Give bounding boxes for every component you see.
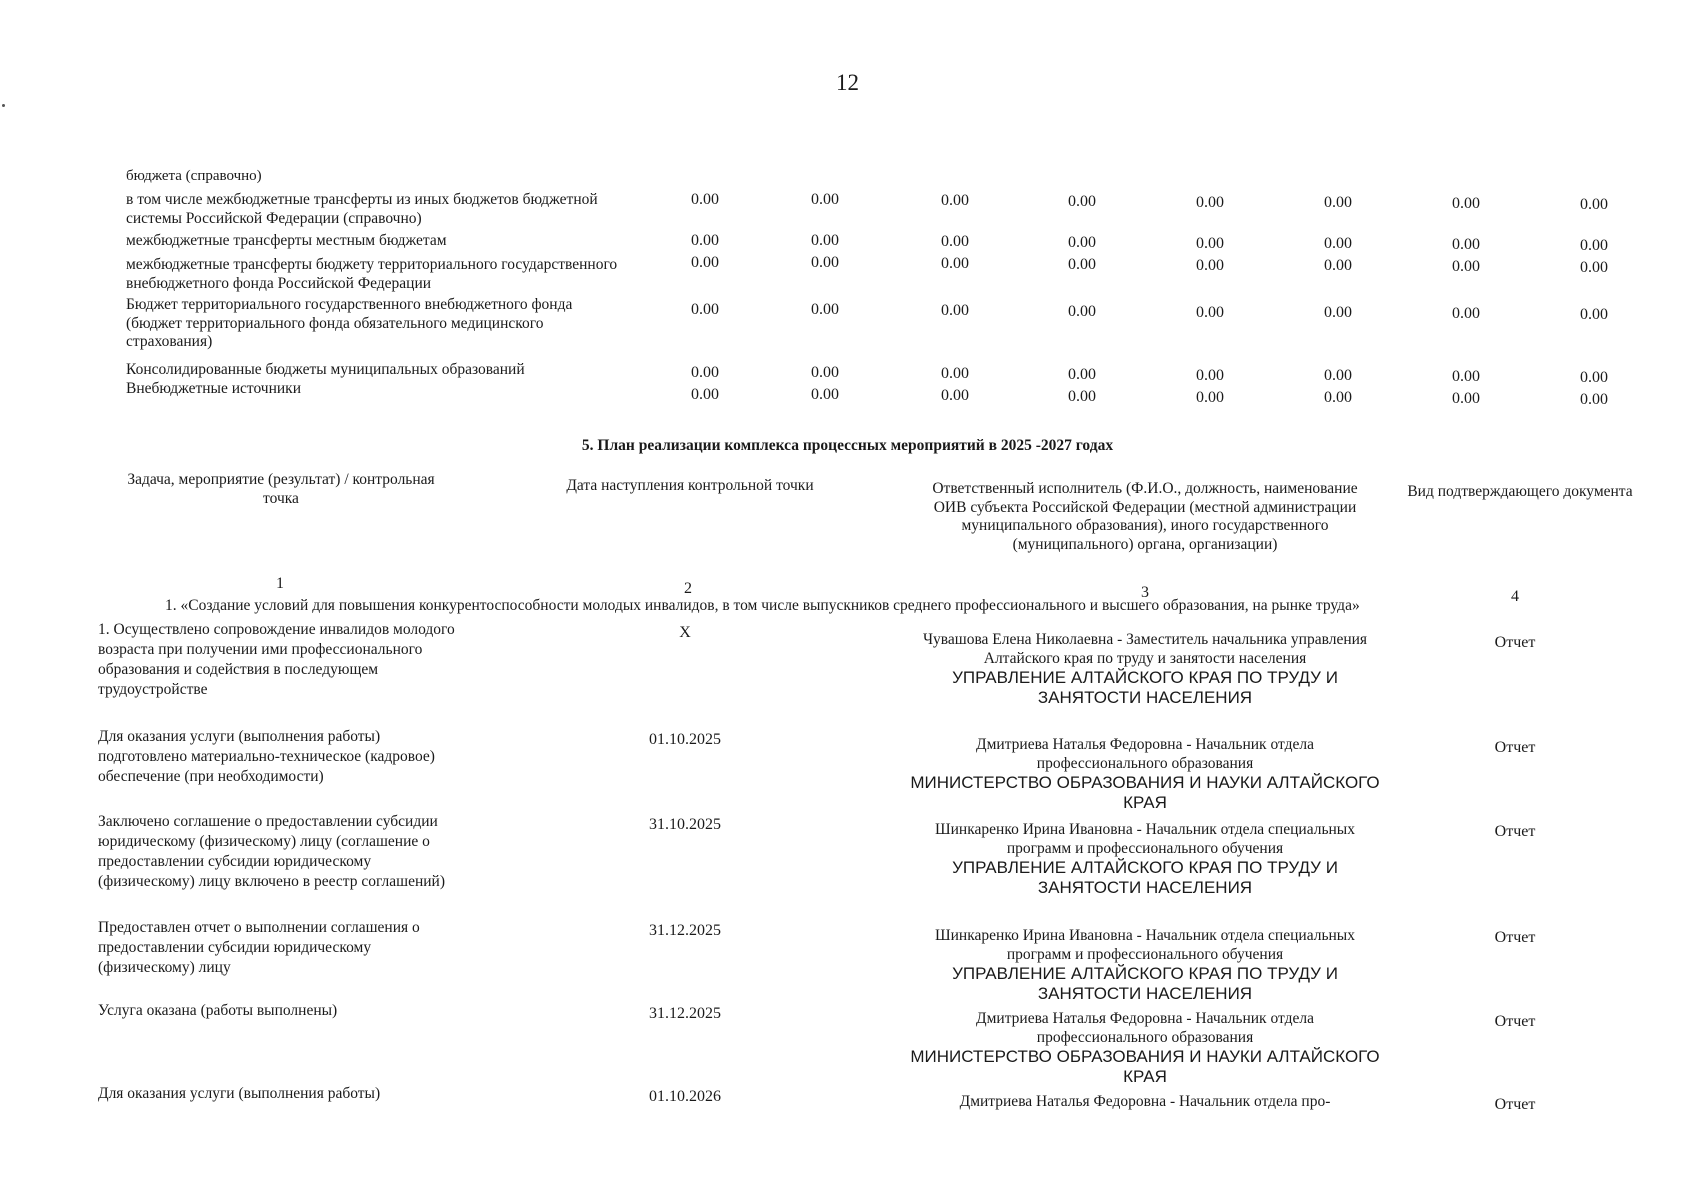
funding-value-cell: 0.00 <box>941 387 969 404</box>
funding-value-cell: 0.00 <box>691 254 719 271</box>
funding-value-cell: 0.00 <box>941 365 969 382</box>
responsible-person: Дмитриева Наталья Федоровна - Начальник отдела профессионального образования <box>976 736 1314 772</box>
plan-responsible-cell <box>910 926 1380 1003</box>
funding-value-cell: 0.00 <box>811 254 839 271</box>
funding-value-cell: 0.00 <box>1196 235 1224 252</box>
task-title: 1. «Создание условий для повышения конкурентоспособности молодых инвалидов, в том числе выпускников среднего профессионального и высшего образования, на рынке труда» <box>165 597 1360 614</box>
responsible-person: Дмитриева Наталья Федоровна - Начальник отдела профессионального образования <box>976 1010 1314 1046</box>
funding-value-cell: 0.00 <box>811 386 839 403</box>
plan-date-cell: 31.12.2025 <box>649 1005 721 1022</box>
funding-row-label: в том числе межбюджетные трансферты из иных бюджетов бюджетной системы Российской Федерации (справочно) <box>126 191 598 227</box>
plan-task-cell: Предоставлен отчет о выполнении соглашения о предоставлении субсидии юридическому (физическому) лицу <box>98 919 420 976</box>
plan-responsible-cell <box>910 630 1380 707</box>
plan-date-cell: 31.12.2025 <box>649 922 721 939</box>
funding-value-cell: 0.00 <box>941 255 969 272</box>
plan-date-cell: X <box>679 624 691 641</box>
funding-row-label: Консолидированные бюджеты муниципальных образований <box>126 361 525 378</box>
plan-document-cell: Отчет <box>1494 1096 1536 1113</box>
plan-task-cell: Для оказания услуги (выполнения работы) <box>98 1085 381 1102</box>
funding-value-cell: 0.00 <box>941 233 969 250</box>
funding-row-continued-label: бюджета (справочно) <box>126 168 262 184</box>
funding-value-cell: 0.00 <box>1324 235 1352 252</box>
funding-value-cell: 0.00 <box>1580 391 1608 408</box>
funding-row-label: Внебюджетные источники <box>126 380 302 397</box>
funding-value-cell: 0.00 <box>1580 196 1608 213</box>
responsible-organization: УПРАВЛЕНИЕ АЛТАЙСКОГО КРАЯ ПО ТРУДУ И ЗАНЯТОСТИ НАСЕЛЕНИЯ <box>952 668 1338 707</box>
funding-value-cell: 0.00 <box>1196 257 1224 274</box>
plan-date-cell: 01.10.2026 <box>649 1088 721 1105</box>
plan-document-cell: Отчет <box>1494 823 1536 840</box>
plan-document-cell: Отчет <box>1494 929 1536 946</box>
funding-value-cell: 0.00 <box>691 386 719 403</box>
funding-value-cell: 0.00 <box>1324 389 1352 406</box>
funding-value-cell: 0.00 <box>1452 390 1480 407</box>
plan-responsible-cell <box>910 1092 1380 1111</box>
funding-row-label: межбюджетные трансферты местным бюджетам <box>126 232 447 249</box>
funding-row-label: Бюджет территориального государственного внебюджетного фонда (бюджет территориального фонда обязательного медицинского страхования) <box>126 296 573 350</box>
column-number-3: 3 <box>1141 584 1149 601</box>
funding-value-cell: 0.00 <box>691 301 719 318</box>
funding-value-cell: 0.00 <box>1196 194 1224 211</box>
plan-responsible-cell <box>910 1009 1380 1086</box>
plan-task-cell: Услуга оказана (работы выполнены) <box>98 1002 338 1019</box>
header-responsible: Ответственный исполнитель (Ф.И.О., должность, наименование ОИВ субъекта Российской Федерации (местной администрации муниципального образования), иного государственного (муниципального) органа, организации) <box>932 480 1358 553</box>
funding-value-cell: 0.00 <box>1324 304 1352 321</box>
funding-value-cell: 0.00 <box>1580 237 1608 254</box>
funding-value-cell: 0.00 <box>1580 369 1608 386</box>
funding-value-cell: 0.00 <box>1068 303 1096 320</box>
responsible-organization: УПРАВЛЕНИЕ АЛТАЙСКОГО КРАЯ ПО ТРУДУ И ЗАНЯТОСТИ НАСЕЛЕНИЯ <box>952 964 1338 1003</box>
column-number-2: 2 <box>684 580 692 597</box>
funding-value-cell: 0.00 <box>811 191 839 208</box>
funding-value-cell: 0.00 <box>811 232 839 249</box>
funding-value-cell: 0.00 <box>1324 367 1352 384</box>
funding-value-cell: 0.00 <box>941 302 969 319</box>
funding-value-cell: 0.00 <box>811 301 839 318</box>
page-number: 12 <box>836 70 859 95</box>
funding-value-cell: 0.00 <box>1196 304 1224 321</box>
funding-value-cell: 0.00 <box>691 191 719 208</box>
funding-value-cell: 0.00 <box>691 232 719 249</box>
funding-value-cell: 0.00 <box>1068 193 1096 210</box>
funding-value-cell: 0.00 <box>811 364 839 381</box>
plan-date-cell: 31.10.2025 <box>649 816 721 833</box>
column-number-4: 4 <box>1511 588 1519 605</box>
funding-value-cell: 0.00 <box>1196 389 1224 406</box>
funding-value-cell: 0.00 <box>941 192 969 209</box>
funding-value-cell: 0.00 <box>1068 234 1096 251</box>
funding-value-cell: 0.00 <box>1068 256 1096 273</box>
funding-value-cell: 0.00 <box>691 364 719 381</box>
responsible-organization: МИНИСТЕРСТВО ОБРАЗОВАНИЯ И НАУКИ АЛТАЙСКОГО КРАЯ <box>910 1047 1380 1086</box>
plan-task-cell: Для оказания услуги (выполнения работы) подготовлено материально-техническое (кадровое) обеспечение (при необходимости) <box>98 728 435 785</box>
header-task: Задача, мероприятие (результат) / контрольная точка <box>127 471 435 507</box>
plan-date-cell: 01.10.2025 <box>649 731 721 748</box>
plan-task-cell: 1. Осуществлено сопровождение инвалидов молодого возраста при получении ими профессионального образования и содействия в последующем трудоустройстве <box>98 621 455 698</box>
funding-value-cell: 0.00 <box>1580 259 1608 276</box>
plan-responsible-cell <box>910 820 1380 897</box>
plan-document-cell: Отчет <box>1494 634 1536 651</box>
header-date: Дата наступления контрольной точки <box>566 477 814 494</box>
plan-task-cell: Заключено соглашение о предоставлении субсидии юридическому (физическому) лицу (соглашение о предоставлении субсидии юридическому (физическому) лицу включено в реестр соглашений) <box>98 813 446 890</box>
funding-value-cell: 0.00 <box>1452 236 1480 253</box>
responsible-organization: УПРАВЛЕНИЕ АЛТАЙСКОГО КРАЯ ПО ТРУДУ И ЗАНЯТОСТИ НАСЕЛЕНИЯ <box>952 858 1338 897</box>
funding-value-cell: 0.00 <box>1324 194 1352 211</box>
funding-value-cell: 0.00 <box>1068 388 1096 405</box>
plan-document-cell: Отчет <box>1494 1013 1536 1030</box>
column-number-1: 1 <box>276 575 284 592</box>
funding-value-cell: 0.00 <box>1324 257 1352 274</box>
plan-responsible-cell <box>910 735 1380 812</box>
responsible-person: Шинкаренко Ирина Ивановна - Начальник отдела специальных программ и профессионального обучения <box>935 821 1355 857</box>
responsible-organization: МИНИСТЕРСТВО ОБРАЗОВАНИЯ И НАУКИ АЛТАЙСКОГО КРАЯ <box>910 773 1380 812</box>
responsible-person: Дмитриева Наталья Федоровна - Начальник отдела про- <box>959 1093 1331 1110</box>
funding-value-cell: 0.00 <box>1196 367 1224 384</box>
section-title: 5. План реализации комплекса процессных мероприятий в 2025 -2027 годах <box>581 437 1114 454</box>
plan-document-cell: Отчет <box>1494 739 1536 756</box>
funding-value-cell: 0.00 <box>1580 306 1608 323</box>
funding-value-cell: 0.00 <box>1452 195 1480 212</box>
funding-row-label: межбюджетные трансферты бюджету территориального государственного внебюджетного фонда Российской Федерации <box>126 256 618 292</box>
funding-value-cell: 0.00 <box>1452 368 1480 385</box>
responsible-person: Шинкаренко Ирина Ивановна - Начальник отдела специальных программ и профессионального обучения <box>935 927 1355 963</box>
scan-speck <box>2 104 5 107</box>
header-document: Вид подтверждающего документа <box>1407 483 1633 500</box>
responsible-person: Чувашова Елена Николаевна - Заместитель начальника управления Алтайского края по труду и занятости населения <box>922 631 1368 667</box>
funding-value-cell: 0.00 <box>1452 258 1480 275</box>
funding-value-cell: 0.00 <box>1452 305 1480 322</box>
funding-value-cell: 0.00 <box>1068 366 1096 383</box>
